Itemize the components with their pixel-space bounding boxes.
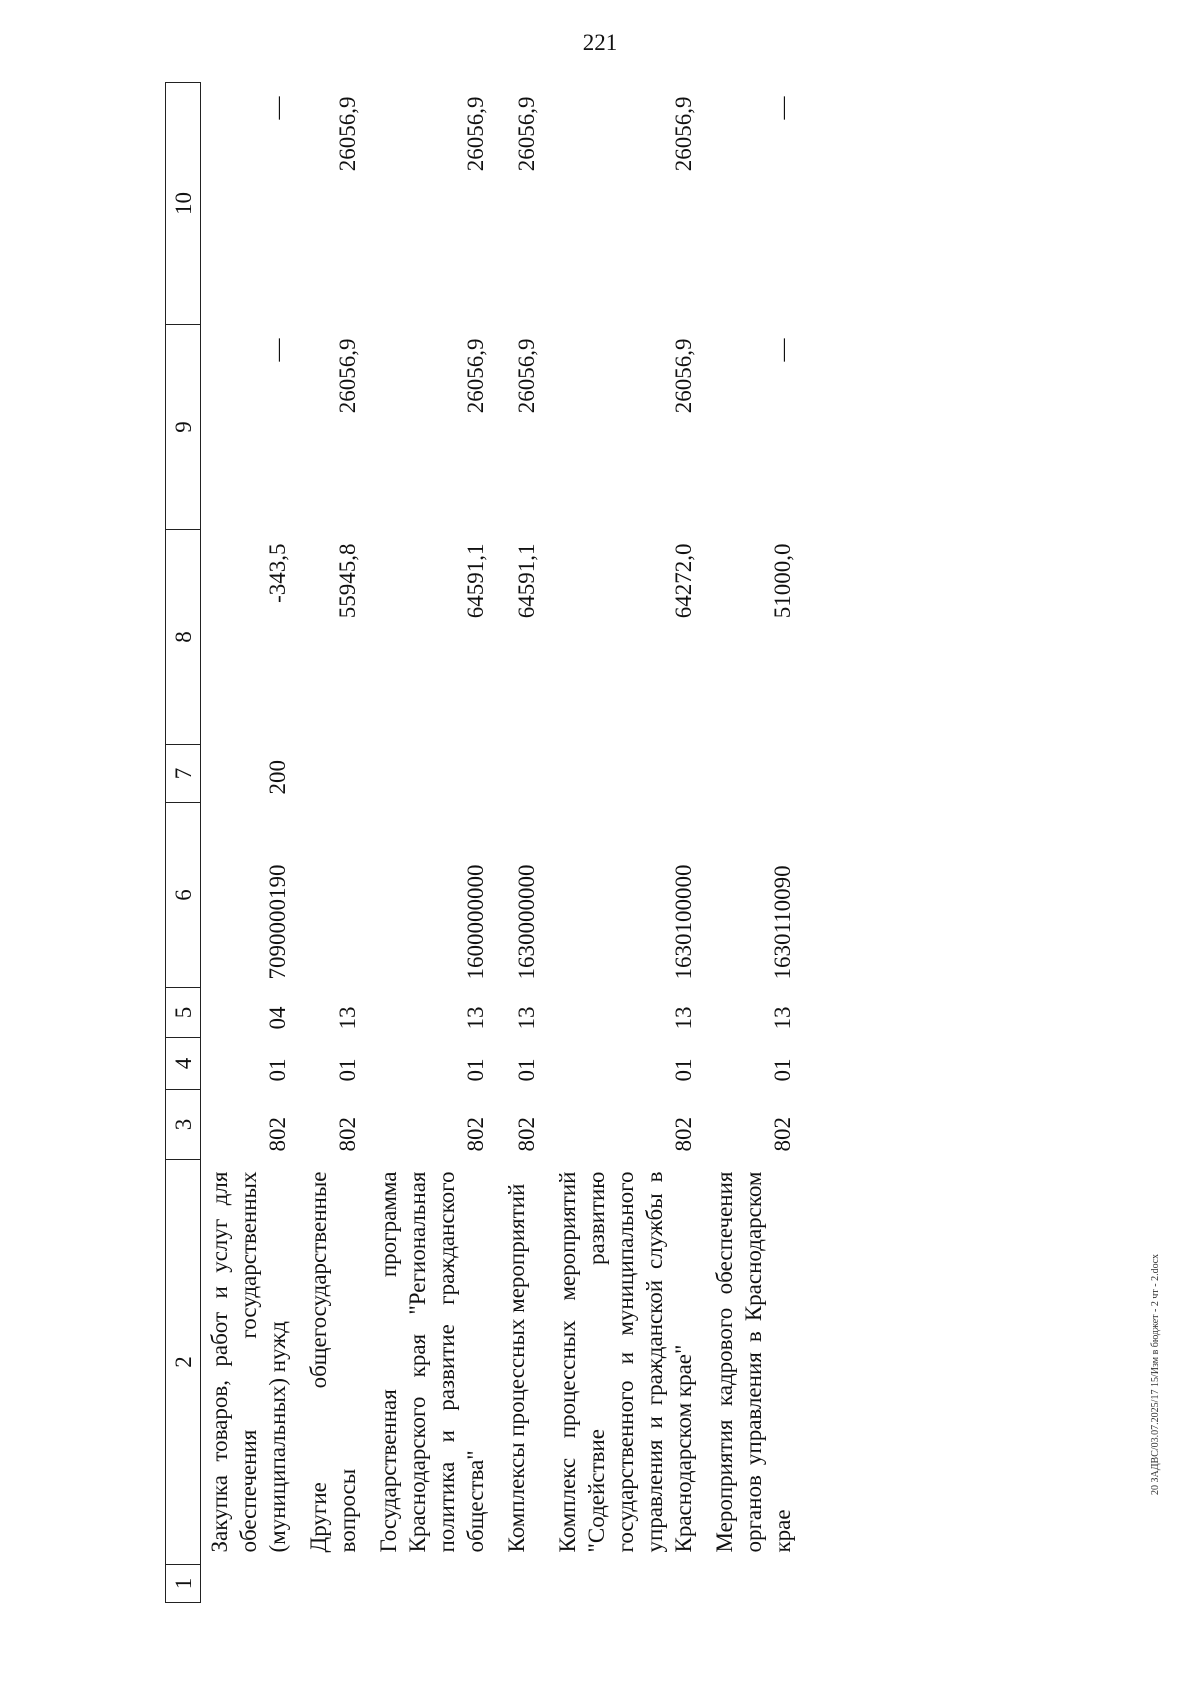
col-header-10: 10 <box>166 83 201 325</box>
table-row <box>553 83 710 1603</box>
page-number: 221 <box>582 30 618 55</box>
table-row <box>374 83 502 1603</box>
cell-amount-9: 26056,9 <box>514 338 539 414</box>
cell-ministry: 802 <box>335 1117 360 1152</box>
cell-amount-9: — <box>265 338 290 362</box>
table-row <box>710 83 809 1603</box>
cell-name: Комплекс процессных мероприятий "Содействие развитию государственного и муниципального управления и гражданской службы в Краснодарском крае" <box>555 1171 696 1553</box>
cell-target-article: 1630110090 <box>770 865 795 980</box>
cell-amount-8: 64591,1 <box>463 543 488 619</box>
cell-amount-8: 51000,0 <box>770 543 795 619</box>
cell-amount-9: 26056,9 <box>335 338 360 414</box>
cell-name: Мероприятия кадрового обеспечения органов управления в Краснодарском крае <box>712 1171 795 1553</box>
cell-index <box>304 1565 374 1603</box>
cell-subsection: 13 <box>335 1006 360 1030</box>
cell-subsection: 13 <box>463 1006 488 1030</box>
cell-expense-type <box>710 745 809 803</box>
cell-section: 01 <box>265 1058 290 1082</box>
cell-subsection: 13 <box>770 1006 795 1030</box>
cell-expense-type <box>374 745 502 803</box>
cell-index <box>201 1565 305 1603</box>
cell-amount-8: -343,5 <box>265 543 290 603</box>
cell-name: Закупка товаров, работ и услуг для обеспечения государственных (муниципальных) нужд <box>207 1171 290 1553</box>
document-footer-code: 20 ЗАДВС/03.07.2025/17 15/Изм в бюджет - 2 чт - 2.docx <box>1150 1253 1161 1495</box>
cell-target-article: 1630000000 <box>514 864 539 980</box>
cell-amount-9: 26056,9 <box>463 338 488 414</box>
col-header-9: 9 <box>166 325 201 530</box>
cell-amount-8: 64272,0 <box>671 543 696 619</box>
col-header-7: 7 <box>166 745 201 803</box>
col-header-4: 4 <box>166 1038 201 1090</box>
budget-table-rotated <box>165 83 1085 1603</box>
cell-target-article <box>304 803 374 988</box>
cell-amount-10: 26056,9 <box>463 96 488 172</box>
cell-expense-type <box>553 745 710 803</box>
cell-amount-10: — <box>770 96 795 120</box>
cell-target-article: 7090000190 <box>265 864 290 980</box>
cell-index <box>502 1565 553 1603</box>
cell-expense-type: 200 <box>265 760 290 795</box>
cell-expense-type <box>304 745 374 803</box>
cell-ministry: 802 <box>514 1117 539 1152</box>
cell-target-article: 1630100000 <box>671 864 696 980</box>
cell-amount-9: — <box>770 338 795 362</box>
cell-amount-8: 64591,1 <box>514 543 539 619</box>
cell-name: Государственная программа Краснодарского края "Региональная политика и развитие гражданского общества" <box>376 1171 488 1553</box>
cell-amount-10: 26056,9 <box>671 96 696 172</box>
col-header-8: 8 <box>166 530 201 745</box>
cell-ministry: 802 <box>671 1117 696 1152</box>
cell-amount-9: 26056,9 <box>671 338 696 414</box>
cell-subsection: 13 <box>671 1006 696 1030</box>
cell-expense-type <box>502 745 553 803</box>
cell-name: Другие общегосударственные вопросы <box>306 1171 360 1553</box>
cell-section: 01 <box>335 1058 360 1082</box>
cell-section: 01 <box>463 1058 488 1082</box>
col-header-5: 5 <box>166 988 201 1038</box>
col-header-3: 3 <box>166 1090 201 1160</box>
cell-index <box>710 1565 809 1603</box>
table-row <box>201 83 305 1603</box>
col-header-1: 1 <box>166 1565 201 1603</box>
cell-section: 01 <box>671 1058 696 1082</box>
budget-table <box>165 82 809 1603</box>
table-row <box>502 83 553 1603</box>
cell-amount-10: 26056,9 <box>514 96 539 172</box>
cell-amount-8: 55945,8 <box>335 543 360 619</box>
cell-name: Комплексы процессных мероприятий <box>504 1183 529 1553</box>
col-header-6: 6 <box>166 803 201 988</box>
cell-ministry: 802 <box>463 1117 488 1152</box>
cell-section: 01 <box>770 1058 795 1082</box>
table-row <box>304 83 374 1603</box>
cell-amount-10: — <box>265 96 290 120</box>
cell-ministry: 802 <box>770 1117 795 1152</box>
cell-section: 01 <box>514 1058 539 1082</box>
col-header-2: 2 <box>166 1160 201 1565</box>
cell-amount-10: 26056,9 <box>335 96 360 172</box>
cell-ministry: 802 <box>265 1117 290 1152</box>
cell-subsection: 13 <box>514 1006 539 1030</box>
table-header-row <box>166 83 201 1603</box>
cell-index <box>374 1565 502 1603</box>
cell-subsection: 04 <box>265 1006 290 1030</box>
cell-target-article: 1600000000 <box>463 864 488 980</box>
cell-index <box>553 1565 710 1603</box>
